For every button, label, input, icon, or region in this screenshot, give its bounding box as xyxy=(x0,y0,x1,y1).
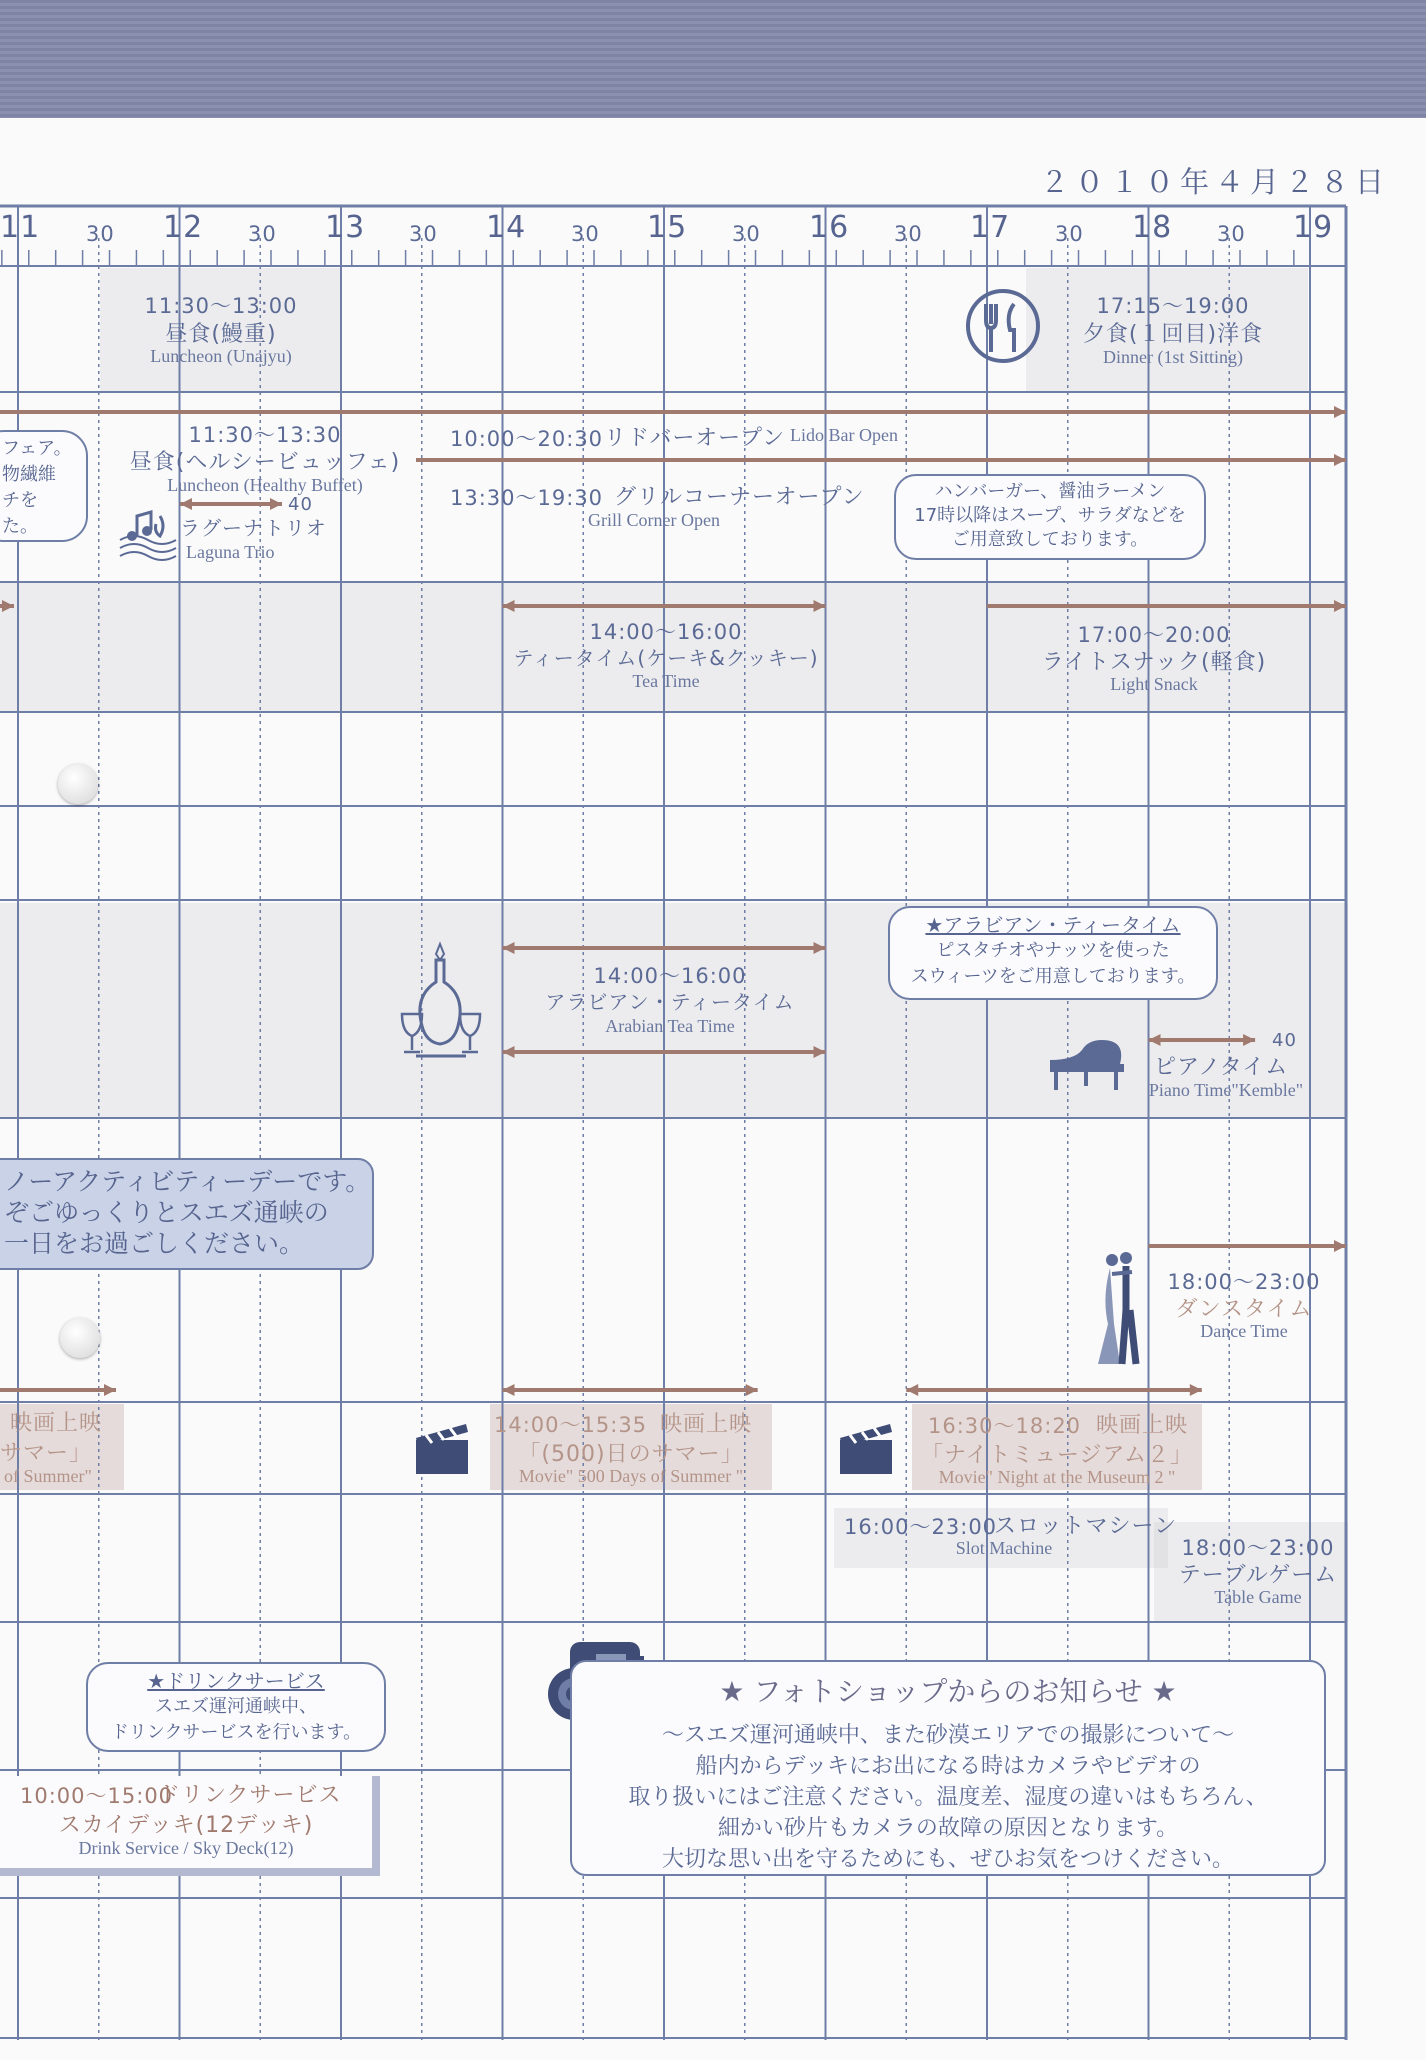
event-duration: 40 xyxy=(1272,1030,1297,1051)
event-title-jp: 映画上映 xyxy=(1096,1413,1189,1438)
bubble-arabian-note xyxy=(888,906,1218,1000)
event-time: 17:00〜20:00 xyxy=(1077,623,1231,647)
photo-shop-notice xyxy=(570,1660,1326,1876)
bubble-line: ドリンクサービスを行います。 xyxy=(110,1722,362,1743)
event-title-jp: 昼食(鰻重) xyxy=(165,322,277,347)
bubble-line: フェア。 xyxy=(2,438,72,459)
event-time: 11:30〜13:00 xyxy=(144,294,298,318)
notice-line: 一日をお過ごしください。 xyxy=(4,1229,305,1258)
event-title-jp: 映画上映 xyxy=(660,1412,753,1437)
bubble-grill-note xyxy=(894,474,1206,560)
clapperboard-icon xyxy=(412,1414,472,1478)
arrow-movie-left-head xyxy=(104,1384,116,1396)
event-title-en: Drink Service / Sky Deck(12) xyxy=(78,1838,294,1858)
arrow-buffet-head xyxy=(1334,454,1346,466)
bubble-line: 物繊維 xyxy=(2,464,56,485)
event-title-en: Dinner (1st Sitting) xyxy=(1103,347,1243,367)
photo-shop-title: ★ フォトショップからのお知らせ ★ xyxy=(719,1675,1177,1708)
event-time: 14:00〜16:00 xyxy=(593,964,747,988)
bubble-line: ご用意致しております。 xyxy=(951,529,1149,550)
arrow-lido-bar-head xyxy=(1334,406,1346,418)
event-time: 10:00〜15:00 xyxy=(20,1784,174,1808)
event-title-jp: スカイデッキ(12デッキ) xyxy=(58,1813,314,1838)
event-title-en: Piano Time"Kemble" xyxy=(1148,1080,1304,1100)
event-title-en: Lido Bar Open xyxy=(790,425,898,445)
bubble-left-fair xyxy=(0,430,88,542)
half-hour-label: 30 xyxy=(1217,222,1246,246)
event-time: 16:30〜18:20 xyxy=(928,1414,1082,1438)
grand-piano-icon xyxy=(1046,1036,1128,1094)
no-activity-notice xyxy=(0,1158,374,1270)
photo-shop-line: 〜スエズ運河通峡中、また砂漠エリアでの撮影について〜 xyxy=(661,1723,1235,1748)
event-title-jp: ピアノタイム xyxy=(1154,1055,1289,1080)
event-title-en: Grill Corner Open xyxy=(588,510,720,530)
event-title-jp: 昼食(ヘルシービュッフェ) xyxy=(129,450,401,475)
event-time: 18:00〜23:00 xyxy=(1181,1536,1335,1560)
hour-label: 18 xyxy=(1132,210,1173,245)
hour-label: 14 xyxy=(486,210,527,245)
half-hour-label: 30 xyxy=(248,222,277,246)
event-title-jp: ダンスタイム xyxy=(1175,1297,1313,1322)
arrow-dance-head xyxy=(1334,1240,1346,1252)
event-title-en: Arabian Tea Time xyxy=(605,1016,735,1036)
event-title-en: Table Game xyxy=(1214,1587,1302,1607)
hour-label: 16 xyxy=(809,210,850,245)
bubble-line: スウィーツをご用意しております。 xyxy=(910,966,1196,987)
hour-label: 19 xyxy=(1293,210,1334,245)
event-time: 18:00〜23:00 xyxy=(1167,1270,1321,1294)
hour-label: 13 xyxy=(325,210,366,245)
event-title-en: Movie" 500 Days of Summer " xyxy=(518,1466,744,1486)
event-title-jp: 夕食(１回目)洋食 xyxy=(1082,322,1264,347)
bubble-line: チを xyxy=(2,490,38,511)
half-hour-label: 30 xyxy=(894,222,923,246)
notice-line: ノーアクティビティーデーです。 xyxy=(4,1167,371,1196)
event-title-jp: グリルコーナーオープン xyxy=(614,485,865,510)
music-notes-icon xyxy=(116,510,178,562)
drink-service-box xyxy=(0,1776,380,1876)
event-title-en: Tea Time xyxy=(632,671,700,691)
photo-shop-line: 取り扱いにはご注意ください。温度差、湿度の違いはもちろん、 xyxy=(628,1785,1268,1810)
hour-label: 11 xyxy=(0,210,41,245)
event-title-jp: サマー」 xyxy=(0,1441,93,1466)
event-title-en: Laguna Trio xyxy=(186,542,275,562)
half-hour-label: 30 xyxy=(86,222,115,246)
event-title-jp: アラビアン・ティータイム xyxy=(545,990,795,1014)
event-duration: 40 xyxy=(288,494,313,515)
event-time: 13:30〜19:30 xyxy=(450,486,604,510)
half-hour-label: 30 xyxy=(1055,222,1084,246)
bubble-line: た。 xyxy=(2,516,38,537)
event-time: 17:15〜19:00 xyxy=(1096,294,1250,318)
dining-icon xyxy=(964,286,1042,366)
binder-hole xyxy=(58,764,98,804)
schedule-date: ２０１０年４月２８日 xyxy=(1040,165,1391,199)
event-title-jp: ティータイム(ケーキ&クッキー) xyxy=(513,646,819,670)
event-title-en: Slot Machine xyxy=(955,1538,1053,1558)
event-title-jp: テーブルゲーム xyxy=(1178,1563,1338,1588)
arrow-left-row-head xyxy=(2,600,14,612)
event-title-en: Light Snack xyxy=(1110,674,1198,694)
half-hour-label: 30 xyxy=(409,222,438,246)
bubble-line: 17時以降はスープ、サラダなどを xyxy=(914,505,1186,526)
half-hour-label: 30 xyxy=(732,222,761,246)
event-title-jp: リドバーオープン xyxy=(604,426,786,451)
bubble-title: ★ドリンクサービス xyxy=(147,1669,325,1693)
binder-hole xyxy=(60,1318,100,1358)
event-title-en: of Summer" xyxy=(4,1466,92,1486)
half-hour-label: 30 xyxy=(571,222,600,246)
event-title-jp: 「(500)日のサマー」 xyxy=(518,1442,744,1467)
hour-label: 12 xyxy=(163,210,204,245)
event-time: 14:00〜15:35 xyxy=(494,1413,648,1437)
event-title-en: Luncheon (Unajyu) xyxy=(150,346,292,366)
photo-shop-line: 細かい砂片もカメラの故障の原因となります。 xyxy=(717,1816,1179,1841)
event-title-jp: 「ナイトミュージアム２」 xyxy=(920,1443,1194,1468)
clapperboard-icon xyxy=(836,1414,896,1478)
bubble-line: スエズ運河通峡中、 xyxy=(155,1696,317,1717)
event-title-jp: ライトスナック(軽食) xyxy=(1041,650,1267,675)
event-title-en: Dance Time xyxy=(1200,1321,1288,1341)
event-time: 10:00〜20:30 xyxy=(450,427,604,451)
arrow-light-snack-head xyxy=(1334,600,1346,612)
photo-shop-line: 船内からデッキにお出になる時はカメラやビデオの xyxy=(695,1754,1201,1779)
event-title-jp: スロットマシーン xyxy=(994,1514,1178,1539)
event-time: 14:00〜16:00 xyxy=(589,620,743,644)
event-title-jp: ラグーナトリオ xyxy=(180,516,327,540)
event-title-jp: 映画上映 xyxy=(10,1411,103,1436)
bubble-drink-note xyxy=(86,1662,386,1752)
photo-shop-line: 大切な思い出を守るためにも、ぜひお気をつけください。 xyxy=(661,1847,1234,1872)
event-title-jp: ドリンクサービス xyxy=(158,1783,342,1808)
event-title-en: Movie" Night at the Museum 2 " xyxy=(938,1467,1176,1487)
bubble-line: ハンバーガー、醤油ラーメン xyxy=(934,481,1166,502)
event-title-en: Luncheon (Healthy Buffet) xyxy=(167,475,363,495)
bubble-line: ピスタチオやナッツを使った xyxy=(936,940,1170,961)
decanter-icon xyxy=(396,940,486,1062)
hour-label: 17 xyxy=(970,210,1011,245)
dancing-couple-icon xyxy=(1090,1250,1150,1368)
notice-line: ぞごゆっくりとスエズ通峡の xyxy=(4,1198,329,1227)
bubble-title: ★アラビアン・ティータイム xyxy=(925,913,1181,937)
event-time: 16:00〜23:00 xyxy=(844,1515,998,1539)
hour-label: 15 xyxy=(647,210,688,245)
event-time: 11:30〜13:30 xyxy=(188,423,342,447)
